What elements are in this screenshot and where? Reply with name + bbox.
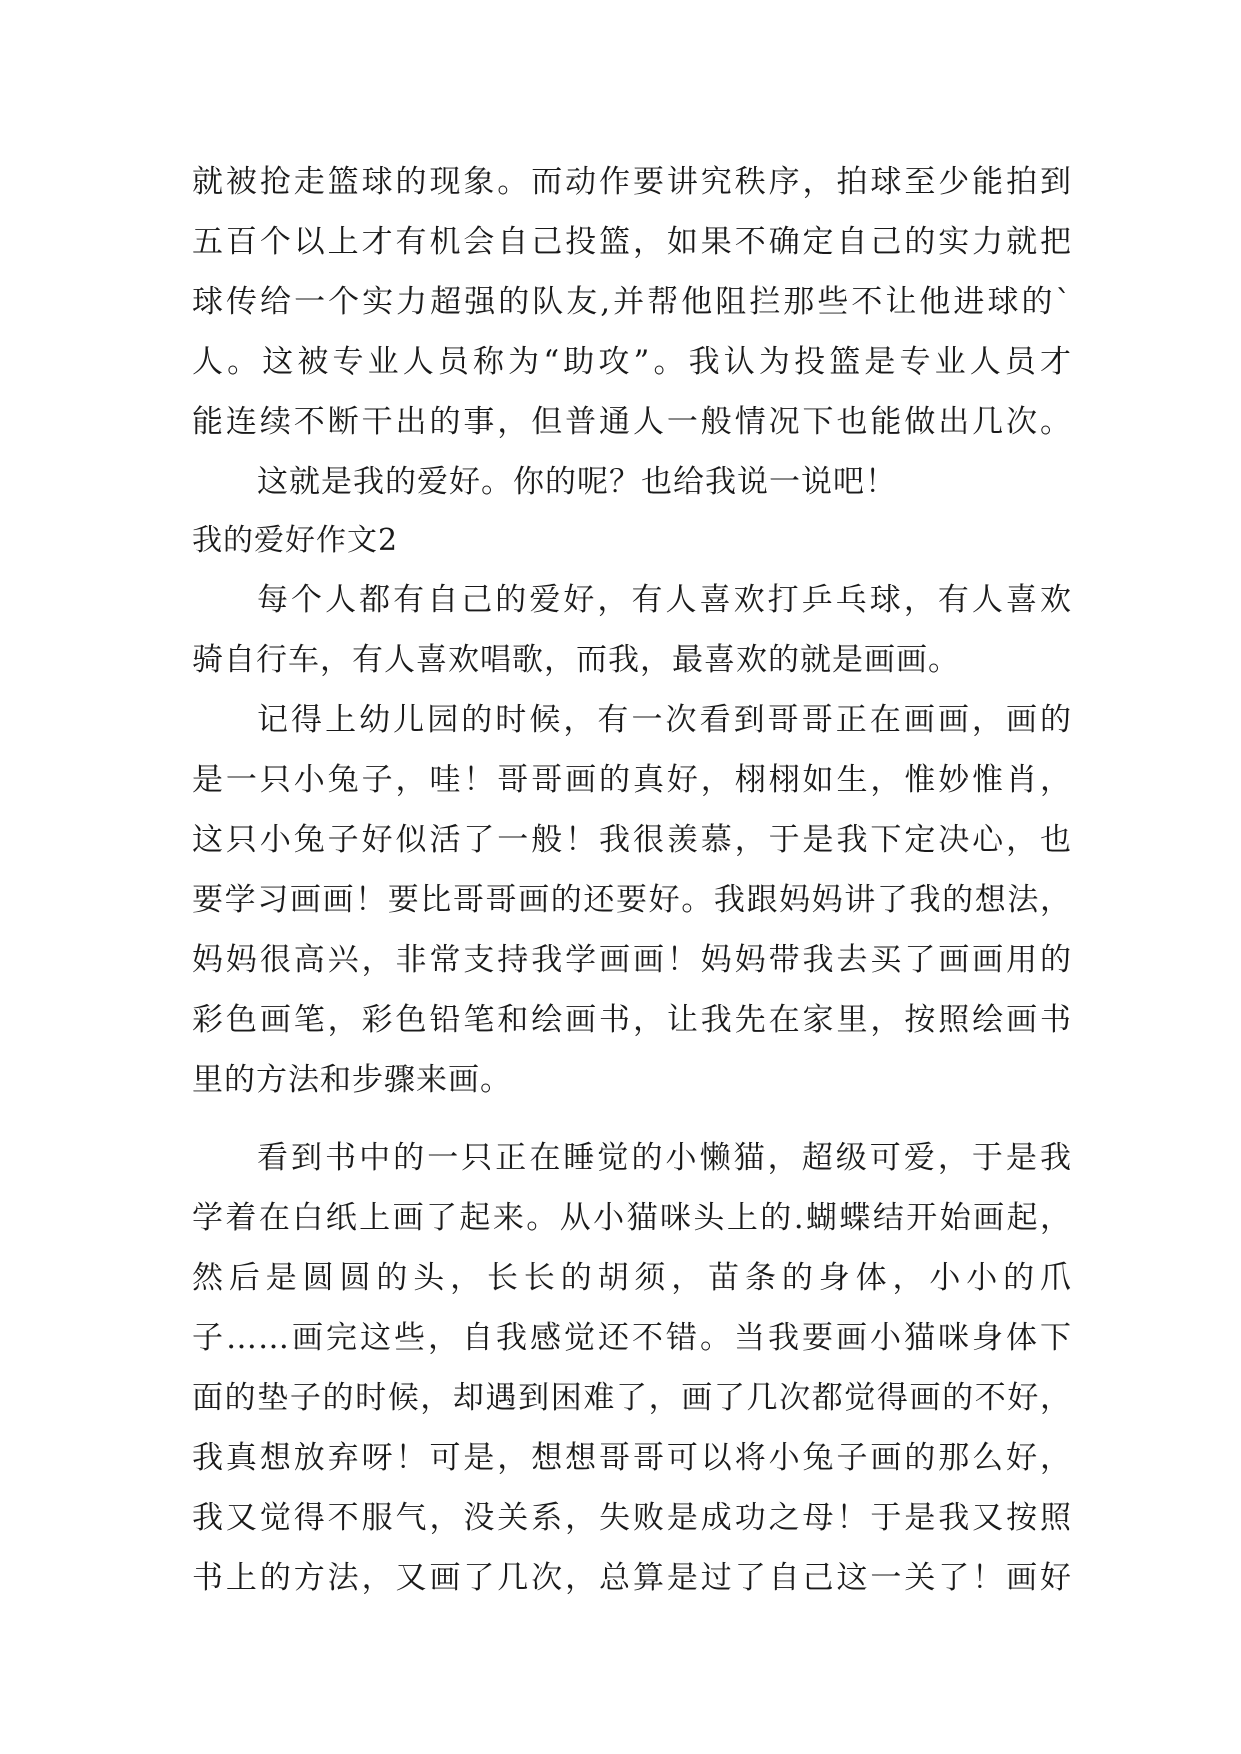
text-line: 五百个以上才有机会自己投篮，如果不确定自己的实力就把: [192, 224, 1072, 260]
text-line: 这只小兔子好似活了一般！我很羡慕，于是我下定决心，也: [192, 822, 1072, 858]
text-line: 然后是圆圆的头，长长的胡须，苗条的身体，小小的爪: [192, 1260, 1072, 1296]
text-line: 球传给一个实力超强的队友,并帮他阻拦那些不让他进球的`: [192, 284, 1072, 320]
text-line: 记得上幼儿园的时候，有一次看到哥哥正在画画，画的: [257, 702, 1072, 738]
text-line: 要学习画画！要比哥哥画的还要好。我跟妈妈讲了我的想法，: [192, 882, 1072, 918]
text-line: 这就是我的爱好。你的呢？也给我说一说吧！: [257, 464, 897, 500]
text-line: 子……画完这些，自我感觉还不错。当我要画小猫咪身体下: [192, 1320, 1072, 1356]
text-line: 我真想放弃呀！可是，想想哥哥可以将小兔子画的那么好，: [192, 1440, 1072, 1476]
text-line: 面的垫子的时候，却遇到困难了，画了几次都觉得画的不好，: [192, 1380, 1072, 1416]
text-line: 我又觉得不服气，没关系，失败是成功之母！于是我又按照: [192, 1500, 1072, 1536]
text-line: 妈妈很高兴，非常支持我学画画！妈妈带我去买了画画用的: [192, 942, 1072, 978]
section-heading: 我的爱好作文2: [192, 523, 399, 558]
text-line: 就被抢走篮球的现象。而动作要讲究秩序，拍球至少能拍到: [192, 164, 1072, 200]
text-line: 书上的方法，又画了几次，总算是过了自己这一关了！画好: [192, 1560, 1072, 1596]
text-line: 彩色画笔，彩色铅笔和绘画书，让我先在家里，按照绘画书: [192, 1002, 1072, 1038]
text-line: 骑自行车，有人喜欢唱歌，而我，最喜欢的就是画画。: [192, 642, 960, 678]
text-line: 人。这被专业人员称为“助攻”。我认为投篮是专业人员才: [192, 344, 1072, 380]
text-line: 里的方法和步骤来画。: [192, 1062, 512, 1098]
text-line: 每个人都有自己的爱好，有人喜欢打乒乓球，有人喜欢: [257, 582, 1072, 618]
text-line: 是一只小兔子，哇！哥哥画的真好，栩栩如生，惟妙惟肖，: [192, 762, 1072, 798]
text-line: 能连续不断干出的事，但普通人一般情况下也能做出几次。: [192, 404, 1072, 440]
text-line: 学着在白纸上画了起来。从小猫咪头上的.蝴蝶结开始画起，: [192, 1200, 1072, 1236]
text-line: 看到书中的一只正在睡觉的小懒猫，超级可爱，于是我: [257, 1140, 1072, 1176]
